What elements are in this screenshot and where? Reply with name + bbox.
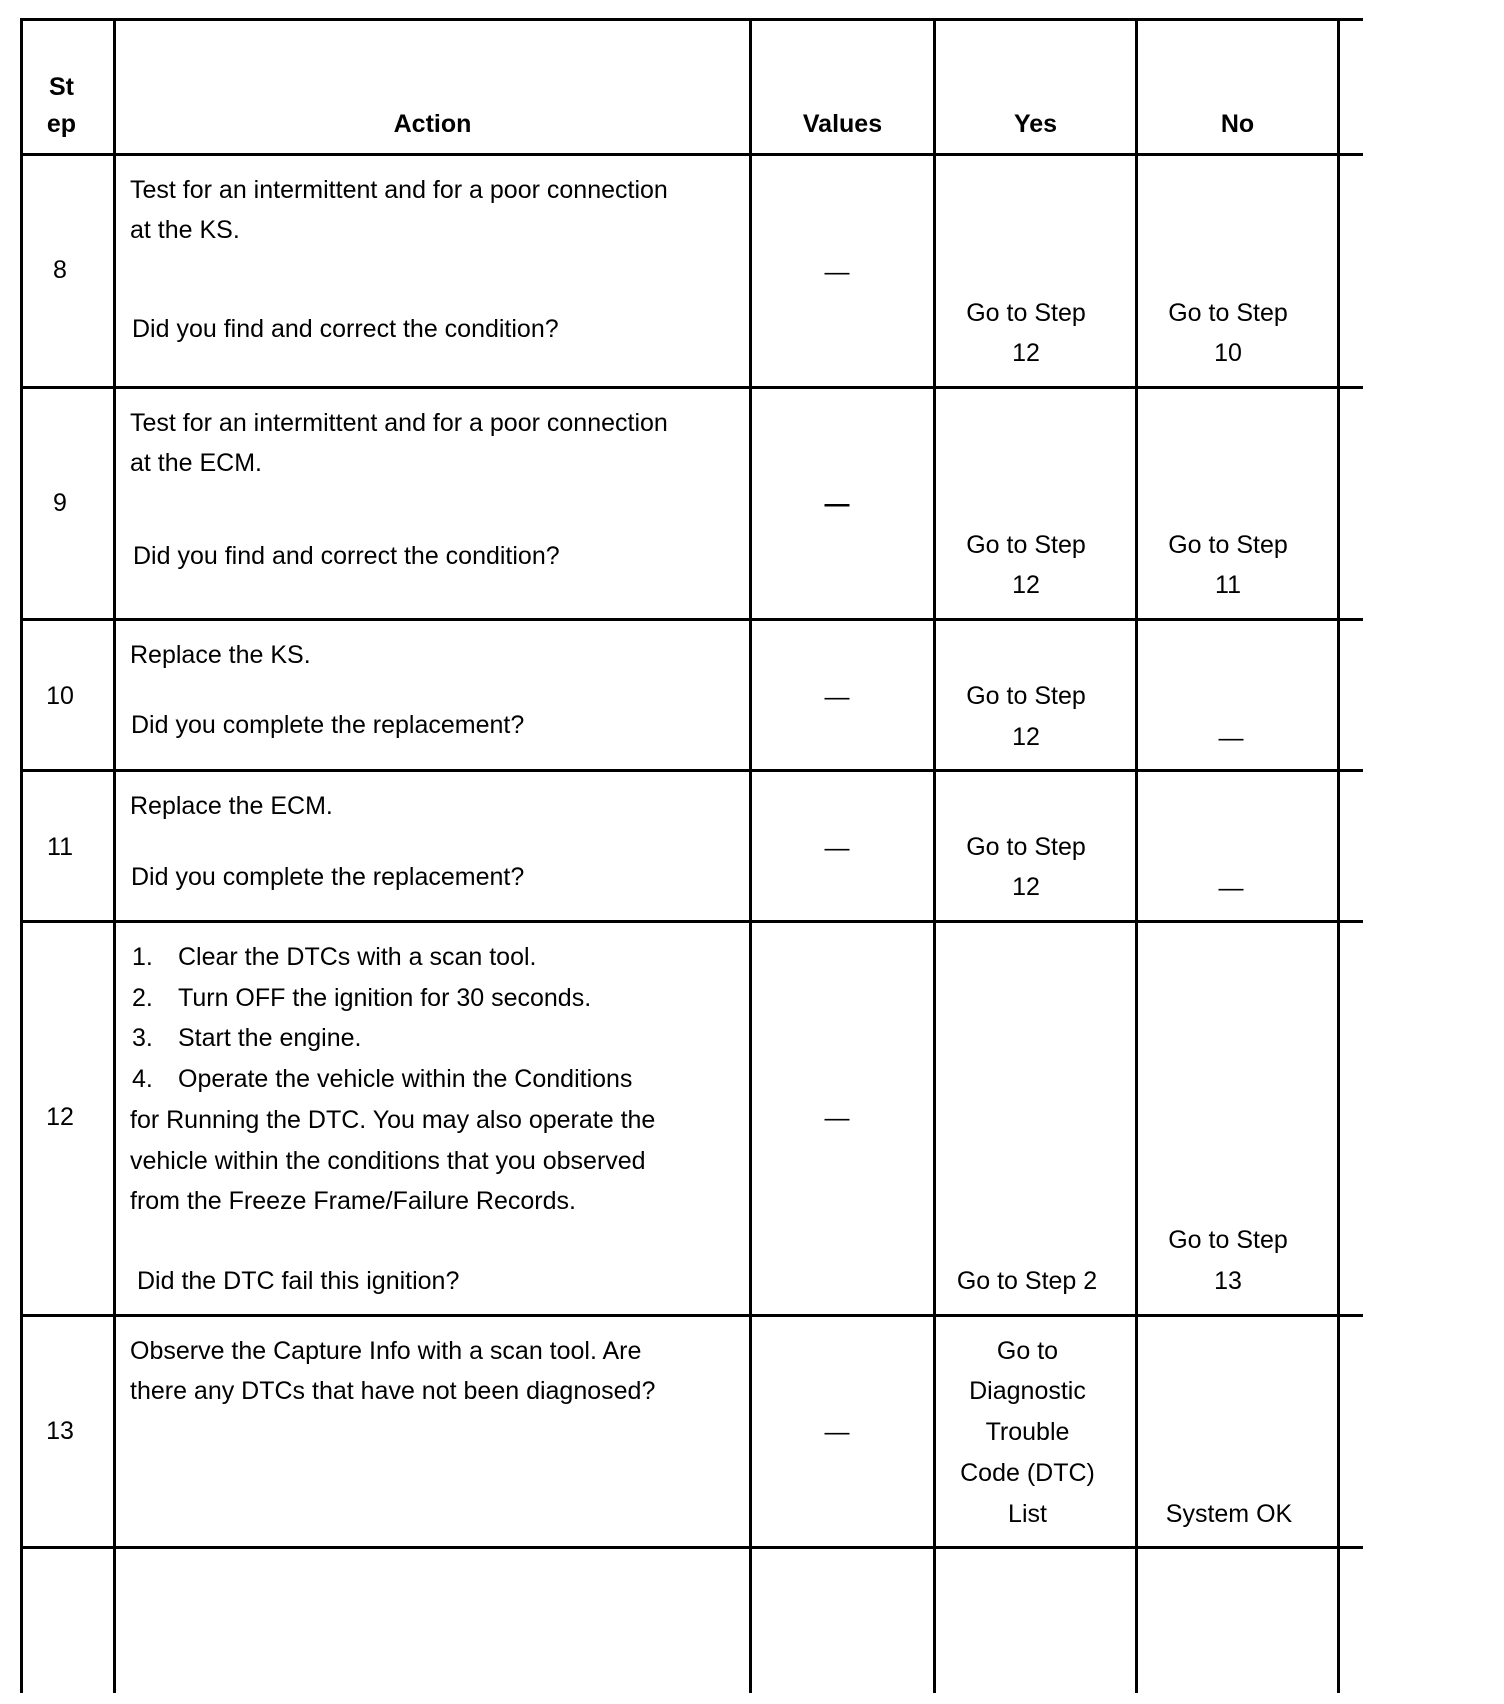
step-number: 8 xyxy=(53,256,67,284)
list-number: 2. xyxy=(132,984,153,1012)
no-text: 13 xyxy=(1214,1267,1242,1295)
yes-text: Go to xyxy=(996,1337,1059,1365)
yes-text: 12 xyxy=(1012,571,1040,599)
step-number: 13 xyxy=(46,1417,74,1445)
value-dash: — xyxy=(824,1418,850,1446)
action-text: Observe the Capture Info with a scan tool. Are xyxy=(130,1337,642,1365)
step-number: 12 xyxy=(46,1103,74,1131)
header-no: No xyxy=(1220,110,1255,138)
list-number: 3. xyxy=(132,1024,153,1052)
list-text: Turn OFF the ignition for 30 seconds. xyxy=(178,984,592,1012)
value-dash: — xyxy=(824,490,850,518)
yes-text: Go to Step xyxy=(966,833,1086,861)
list-number: 1. xyxy=(132,943,153,971)
grid-line xyxy=(113,18,116,1693)
yes-text: 12 xyxy=(1012,723,1040,751)
no-text: System OK xyxy=(1165,1500,1293,1528)
step-number: 10 xyxy=(46,682,74,710)
action-question: Did you complete the replacement? xyxy=(131,711,525,739)
grid-line xyxy=(20,386,1363,389)
action-text: Test for an intermittent and for a poor connection xyxy=(130,409,668,437)
value-dash: — xyxy=(824,1104,850,1132)
grid-line xyxy=(20,18,1363,21)
no-text: Go to Step xyxy=(1168,531,1288,559)
action-question: Did you find and correct the condition? xyxy=(133,542,560,570)
action-text: for Running the DTC. You may also operate the xyxy=(130,1106,656,1134)
list-item xyxy=(132,935,536,979)
grid-line xyxy=(1135,18,1138,1693)
action-text: Replace the ECM. xyxy=(130,792,333,820)
header-step-line2: ep xyxy=(46,110,77,138)
grid-line xyxy=(20,769,1363,772)
step-number: 11 xyxy=(47,833,73,861)
grid-line xyxy=(1337,18,1340,1693)
grid-line xyxy=(20,920,1363,923)
action-text: at the ECM. xyxy=(130,449,262,477)
list-item xyxy=(132,1057,632,1101)
header-step-line1: St xyxy=(49,73,74,101)
yes-text: Go to Step xyxy=(966,682,1086,710)
diagnostic-table xyxy=(20,18,1360,1693)
action-text: Replace the KS. xyxy=(130,641,311,669)
yes-text: Trouble xyxy=(985,1418,1070,1446)
value-dash: — xyxy=(824,683,850,711)
value-dash: — xyxy=(824,834,850,862)
yes-text: Go to Step xyxy=(966,531,1086,559)
no-text: 10 xyxy=(1214,339,1242,367)
value-dash: — xyxy=(824,258,850,286)
action-text: at the KS. xyxy=(130,216,240,244)
list-text: Start the engine. xyxy=(178,1024,362,1052)
yes-text: List xyxy=(1008,1500,1047,1528)
yes-text: Code (DTC) xyxy=(960,1459,1095,1487)
no-text: Go to Step xyxy=(1168,299,1288,327)
action-text: there any DTCs that have not been diagnosed? xyxy=(130,1377,656,1405)
step-number: 9 xyxy=(53,489,67,517)
action-question: Did the DTC fail this ignition? xyxy=(137,1267,460,1295)
action-text: Test for an intermittent and for a poor connection xyxy=(130,176,668,204)
yes-text: Diagnostic xyxy=(969,1377,1086,1405)
grid-line xyxy=(20,618,1363,621)
no-dash: — xyxy=(1218,874,1244,902)
no-dash: — xyxy=(1218,724,1244,752)
no-text: 11 xyxy=(1215,571,1241,599)
header-action: Action xyxy=(393,110,472,138)
grid-line xyxy=(20,1546,1363,1549)
list-item xyxy=(132,976,591,1020)
list-number: 4. xyxy=(132,1065,153,1093)
yes-text: Go to Step 2 xyxy=(956,1267,1098,1295)
grid-line xyxy=(20,153,1363,156)
list-text: Clear the DTCs with a scan tool. xyxy=(178,943,537,971)
grid-line xyxy=(20,1314,1363,1317)
yes-text: Go to Step xyxy=(966,299,1086,327)
header-yes: Yes xyxy=(1013,110,1058,138)
yes-text: 12 xyxy=(1012,339,1040,367)
action-text: vehicle within the conditions that you observed xyxy=(130,1147,646,1175)
list-text: Operate the vehicle within the Conditions xyxy=(178,1065,633,1093)
action-text: from the Freeze Frame/Failure Records. xyxy=(130,1187,576,1215)
no-text: Go to Step xyxy=(1168,1226,1288,1254)
header-values: Values xyxy=(802,110,883,138)
yes-text: 12 xyxy=(1012,873,1040,901)
list-item xyxy=(132,1016,361,1060)
action-question: Did you find and correct the condition? xyxy=(132,315,559,343)
action-question: Did you complete the replacement? xyxy=(131,863,525,891)
